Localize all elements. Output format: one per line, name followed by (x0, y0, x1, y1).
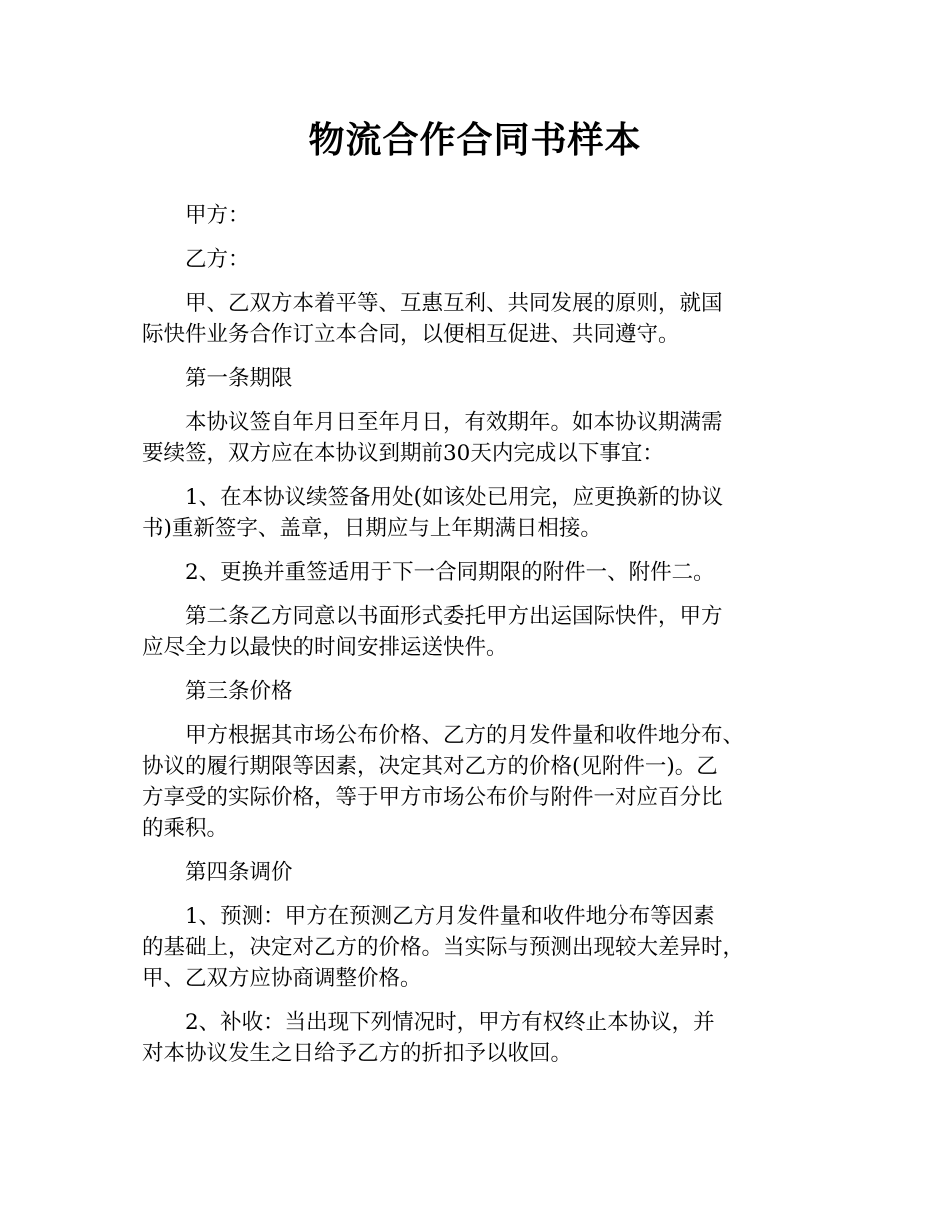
paragraph (142, 557, 832, 588)
paragraph-line: 第二条乙方同意以书面形式委托甲方出运国际快件，甲方 (185, 604, 723, 629)
paragraph-line: 1、在本协议续签备用处(如该处已用完，应更换新的协议 (185, 485, 724, 510)
paragraph (142, 1007, 832, 1069)
paragraph (142, 857, 832, 888)
paragraph (142, 901, 832, 994)
paragraph-line: 际快件业务合作订立本合同，以便相互促进、共同遵守。 (142, 322, 680, 347)
paragraph-line: 第四条调价 (185, 860, 293, 885)
paragraph-line: 甲方根据其市场公布价格、乙方的月发件量和收件地分布、 (185, 723, 745, 748)
paragraph-line: 应尽全力以最快的时间安排运送快件。 (142, 635, 508, 660)
paragraph-line: 1、预测：甲方在预测乙方月发件量和收件地分布等因素 (185, 904, 715, 929)
paragraph-line: 的基础上，决定对乙方的价格。当实际与预测出现较大差异时， (142, 935, 745, 960)
paragraph (142, 676, 832, 707)
paragraph-line: 的乘积。 (142, 816, 229, 841)
paragraph-line: 甲方： (185, 203, 250, 228)
paragraph-line: 方享受的实际价格，等于甲方市场公布价与附件一对应百分比 (142, 785, 723, 810)
paragraph (142, 601, 832, 663)
paragraph (142, 482, 832, 544)
paragraph-line: 要续签，双方应在本协议到期前30天内完成以下事宜： (142, 441, 664, 466)
paragraph (142, 244, 832, 275)
paragraph-line: 对本协议发生之日给予乙方的折扣予以收回。 (142, 1041, 573, 1066)
paragraph-line: 第一条期限 (185, 366, 293, 391)
paragraph (142, 200, 832, 231)
paragraph-line: 书)重新签字、盖章，日期应与上年期满日相接。 (142, 516, 602, 541)
paragraph-line: 本协议签自年月日至年月日，有效期年。如本协议期满需 (185, 410, 723, 435)
paragraph (142, 363, 832, 394)
paragraph (142, 288, 832, 350)
document-body (142, 200, 832, 1082)
paragraph (142, 720, 832, 844)
document-title: 物流合作合同书样本 (308, 120, 642, 161)
paragraph-line: 第三条价格 (185, 679, 293, 704)
paragraph-line: 甲、乙双方本着平等、互惠互利、共同发展的原则，就国 (185, 291, 723, 316)
paragraph-line: 2、更换并重签适用于下一合同期限的附件一、附件二。 (185, 560, 715, 585)
paragraph (142, 407, 832, 469)
paragraph-line: 2、补收：当出现下列情况时，甲方有权终止本协议，并 (185, 1010, 715, 1035)
paragraph-line: 甲、乙双方应协商调整价格。 (142, 966, 422, 991)
paragraph-line: 乙方： (185, 247, 250, 272)
paragraph-line: 协议的履行期限等因素，决定其对乙方的价格(见附件一)。乙 (142, 754, 718, 779)
